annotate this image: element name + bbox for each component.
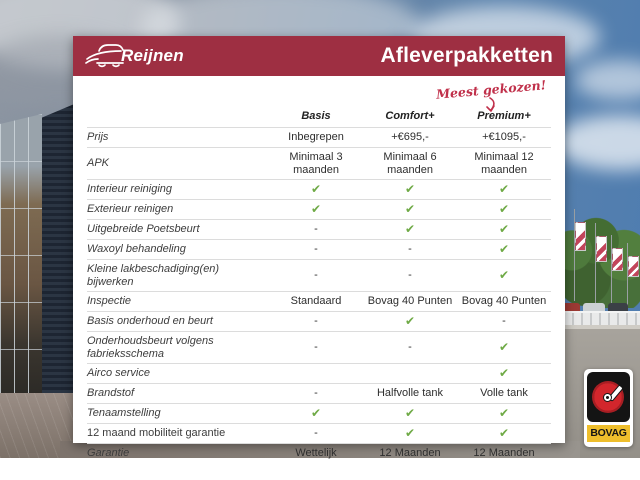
table-row — [87, 444, 551, 463]
table-row — [87, 220, 551, 240]
check-icon: ✔ — [404, 222, 416, 236]
dealer-flag — [628, 256, 639, 277]
dealer-flag — [612, 248, 623, 271]
column-header-premiumplus: Premium+ — [477, 110, 531, 122]
row-cell: Inbegrepen — [288, 131, 344, 143]
check-icon: ✔ — [498, 268, 510, 282]
page-title: Afleverpakketten — [380, 44, 553, 67]
bovag-hub — [603, 393, 612, 402]
dealer-flag — [596, 236, 607, 262]
bovag-label: BOVAG — [587, 425, 630, 442]
package-card — [73, 36, 565, 459]
annotation-text: Meest gekozen! — [435, 77, 547, 102]
bovag-badge — [584, 369, 633, 447]
check-icon: ✔ — [498, 426, 510, 440]
row-label: Prijs — [87, 131, 109, 143]
card-body — [73, 76, 565, 463]
curb — [558, 325, 640, 329]
card-header — [73, 36, 565, 76]
row-cell: Standaard — [290, 295, 342, 307]
table-row — [87, 312, 551, 332]
row-cell: - — [408, 341, 412, 353]
table-row — [87, 384, 551, 404]
cloud — [555, 115, 640, 170]
table-row — [87, 240, 551, 260]
row-cell: - — [314, 341, 318, 353]
package-table-body — [87, 128, 551, 463]
check-icon: ✔ — [310, 202, 322, 216]
dealer-flag — [575, 222, 586, 251]
row-cell: +€1095,- — [482, 131, 526, 143]
check-icon: ✔ — [498, 366, 510, 380]
row-cell: - — [408, 269, 412, 281]
row-cell: 12 Maanden — [473, 447, 535, 459]
row-cell: Minimaal 6 maanden — [383, 150, 437, 176]
table-row — [87, 404, 551, 424]
column-header-basis: Basis — [301, 110, 331, 122]
row-label: Interieur reiniging — [87, 183, 172, 195]
row-cell: - — [408, 243, 412, 255]
row-cell: - — [314, 269, 318, 281]
row-label: Uitgebreide Poetsbeurt — [87, 223, 200, 235]
table-row — [87, 292, 551, 312]
row-label: Kleine lakbeschadiging(en) bijwerken — [87, 262, 220, 288]
column-header-comfortplus: Comfort+ — [385, 110, 435, 122]
row-cell: Minimaal 12 maanden — [474, 150, 534, 176]
row-label: Inspectie — [87, 295, 132, 307]
row-label: 12 maand mobiliteit garantie — [87, 427, 226, 439]
check-icon: ✔ — [498, 406, 510, 420]
check-icon: ✔ — [404, 406, 416, 420]
row-cell: - — [314, 223, 318, 235]
table-row — [87, 200, 551, 220]
row-label: Exterieur reinigen — [87, 203, 174, 215]
row-label: Waxoyl behandeling — [87, 243, 186, 255]
row-cell: 12 Maanden — [379, 447, 441, 459]
brand-name: Reijnen — [121, 46, 184, 65]
row-cell: Bovag 40 Punten — [461, 295, 547, 307]
check-icon: ✔ — [310, 182, 322, 196]
row-label: APK — [87, 157, 110, 169]
row-label: Onderhoudsbeurt volgens fabrieksschema — [87, 334, 214, 360]
cloud — [575, 60, 640, 100]
row-cell: Volle tank — [480, 387, 528, 399]
check-icon: ✔ — [404, 314, 416, 328]
annotation-arrow-icon — [483, 97, 499, 113]
bovag-wheel-icon — [587, 372, 630, 422]
table-row — [87, 260, 551, 292]
check-icon: ✔ — [498, 202, 510, 216]
check-icon: ✔ — [498, 222, 510, 236]
check-icon: ✔ — [404, 426, 416, 440]
row-cell: - — [314, 243, 318, 255]
row-cell: - — [314, 387, 318, 399]
row-cell: Minimaal 3 maanden — [289, 150, 343, 176]
check-icon: ✔ — [498, 340, 510, 354]
table-row — [87, 128, 551, 148]
row-cell: Wettelijk — [295, 447, 337, 459]
table-row — [87, 424, 551, 444]
row-cell: Bovag 40 Punten — [367, 295, 453, 307]
check-icon: ✔ — [498, 182, 510, 196]
most-chosen-annotation — [431, 77, 551, 113]
row-label: Tenaamstelling — [87, 407, 161, 419]
row-cell: - — [314, 315, 318, 327]
row-cell: +€695,- — [391, 131, 429, 143]
check-icon: ✔ — [404, 202, 416, 216]
row-label: Garantie — [87, 447, 130, 459]
table-row — [87, 148, 551, 180]
table-row — [87, 332, 551, 364]
row-cell: Halfvolle tank — [376, 387, 444, 399]
check-icon: ✔ — [404, 182, 416, 196]
table-row — [87, 180, 551, 200]
check-icon: ✔ — [310, 406, 322, 420]
check-icon: ✔ — [498, 242, 510, 256]
building-glass-facade — [0, 114, 42, 395]
table-row — [87, 364, 551, 384]
reijnen-logo — [85, 42, 184, 70]
row-cell: - — [314, 427, 318, 439]
row-label: Basis onderhoud en beurt — [87, 315, 213, 327]
row-label: Brandstof — [87, 387, 135, 399]
row-label: Airco service — [87, 367, 150, 379]
row-cell: - — [502, 315, 506, 327]
